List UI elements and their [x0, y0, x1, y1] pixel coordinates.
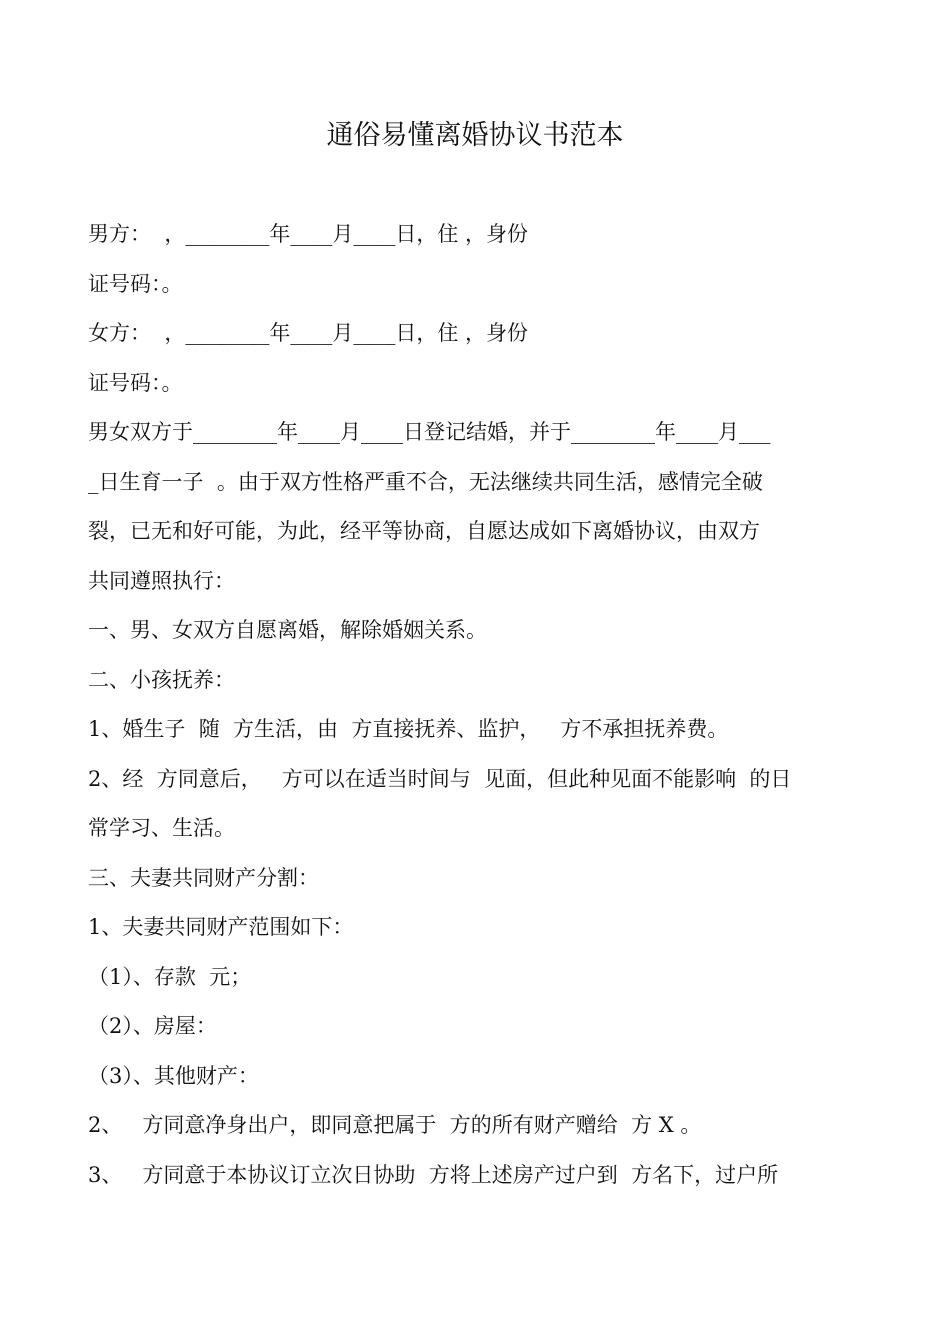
paragraph-line: 男方： ，________年____月____日，住 ，身份 [88, 222, 529, 246]
paragraph-line: 女方： ，________年____月____日，住 ，身份 [88, 321, 529, 345]
paragraph-line: 裂，已无和好可能，为此，经平等协商，自愿达成如下离婚协议，由双方 [88, 519, 760, 543]
paragraph-line: _日生育一子 。由于双方性格严重不合，无法继续共同生活，感情完全破 [88, 469, 763, 494]
paragraph-line: 证号码：。 [88, 271, 183, 296]
paragraph-line: 1、婚生子 随 方生活，由 方直接抚养、监护， 方不承担抚养费。 [88, 717, 729, 741]
paragraph-line: 2、 方同意净身出户，即同意把属于 方的所有财产赠给 方 X 。 [88, 1113, 702, 1137]
paragraph-line: 二、小孩抚养： [88, 667, 235, 692]
paragraph-line: （3）、其他财产： [88, 1063, 259, 1088]
paragraph-line: 男女双方于________年____月____日登记结婚，并于________年____月___ [88, 420, 771, 444]
paragraph-line: 共同遵照执行： [88, 568, 235, 593]
document-title: 通俗易懂离婚协议书范本 [326, 120, 624, 151]
paragraph-line: 2、经 方同意后， 方可以在适当时间与 见面，但此种见面不能影响 的日 [88, 766, 792, 791]
paragraph-line: （2）、房屋： [88, 1014, 217, 1038]
paragraph-line: 3、 方同意于本协议订立次日协助 方将上述房产过户到 方名下，过户所 [88, 1162, 779, 1187]
paragraph-line: 三、夫妻共同财产分割： [88, 865, 319, 890]
paragraph-line: 1、夫妻共同财产范围如下： [88, 915, 354, 939]
paragraph-line: 常学习、生活。 [88, 816, 235, 840]
paragraph-line: （1）、存款 元； [88, 964, 252, 989]
paragraph-line: 证号码：。 [88, 370, 183, 395]
paragraph-line: 一、男、女双方自愿离婚，解除婚姻关系。 [88, 618, 487, 642]
document-body [88, 210, 862, 1200]
